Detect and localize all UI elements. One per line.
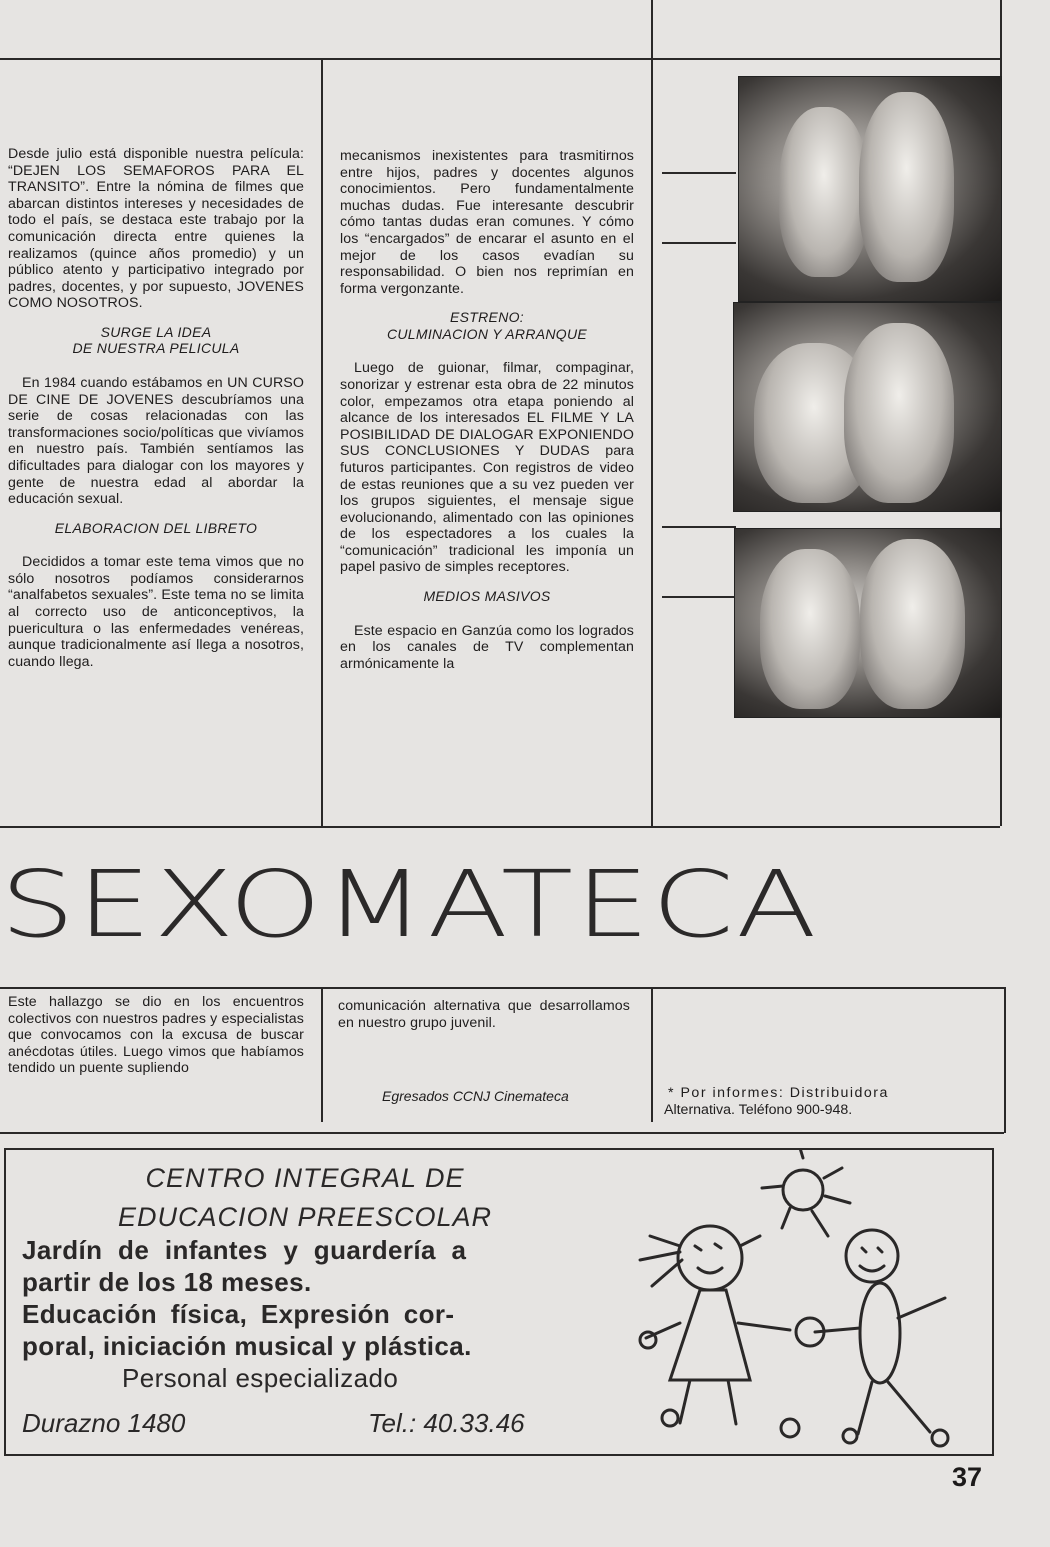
child-drawing-illustration: [610, 1148, 970, 1452]
lower-bottom-rule: [0, 1132, 1004, 1134]
signature: Egresados CCNJ Cinemateca: [382, 1088, 569, 1104]
info-line: Alternativa. Teléfono 900-948.: [664, 1102, 853, 1118]
article-column-1: [8, 146, 304, 682]
lower-top-rule: [0, 987, 1004, 989]
paragraph: Desde julio está disponible nuestra película: “DEJEN LOS SEMAFOROS PARA EL TRANSITO”. Entre la nómina de filmes que abarcan distintos intereses y necesidades de todo el país, se destaca este trabajo por la comunicación directa entre quienes la realizamos (quince años promedio) y un público atento y participativo integrado por padres, docentes, y por supuesto, JOVENES COMO NOSOTROS.: [8, 146, 304, 312]
film-tick: [662, 596, 736, 598]
subheading-line: SURGE LA IDEA: [100, 323, 212, 340]
photo-figure: [760, 549, 860, 709]
paragraph: mecanismos inexistentes para trasmitirnos entre hijos, padres y docentes algunos conocimientos. Pero fundamentalmente muchas dudas. Fue interesante descubrir cómo tantas dudas eran comunes. Y cómo los “encargados” de encarar el asunto en el mejor de los casos evadían su responsabilidad. O bien nos reprimían en forma vergonzante.: [340, 148, 634, 297]
banner-title: SEXOMATECA: [0, 850, 819, 958]
subheading-line: CULMINACION Y ARRANQUE: [386, 325, 588, 342]
ad-address: Durazno 1480: [22, 1408, 186, 1438]
lower-divider-1: [321, 987, 323, 1122]
ad-body: [22, 1234, 562, 1394]
ad-title-line: CENTRO INTEGRAL DE: [145, 1163, 465, 1193]
paragraph: Luego de guionar, filmar, compaginar, sonorizar y estrenar esta obra de 22 minutos color, empezamos otra etapa poniendo al alcance de los interesados EL FILME Y LA POSIBILIDAD DE DIALOGAR EXPONIENDO SUS CONCLUSIONES Y DUDAS para futuros participantes. Con registros de video de estas reuniones que a su vez pueden ver los grupos siguientes, el mensaje sigue evolucionando, alimentado con las opiniones de los espectadores a los cuales la “comunicación” tradicional les imponía un papel pasivo de simples receptores.: [340, 360, 634, 576]
subheading-line: DE NUESTRA PELICULA: [72, 340, 240, 357]
paragraph: En 1984 cuando estábamos en UN CURSO DE CINE DE JOVENES descubríamos una serie de cosas relacionadas con las transformaciones socio/políticas que vivíamos en nuestro país. También sentíamos las dificultades para dialogar con los mayores y gente de nuestra edad al abordar la educación sexual.: [8, 374, 304, 508]
lower-column-1: Este hallazgo se dio en los encuentros colectivos con nuestros padres y especialistas que convocamos con la excusa de buscar anécdotas útiles. Luego vimos que habíamos tendido un puente supliendo: [8, 994, 304, 1077]
middle-rule: [0, 826, 1000, 828]
photo-frame: [738, 76, 1002, 302]
info-line: * Por informes: Distribuidora: [668, 1085, 889, 1101]
info-text: [664, 1085, 889, 1119]
ad-body-line: partir de los 18 meses.: [22, 1267, 312, 1297]
page-number: 37: [952, 1462, 983, 1492]
photo-frame: [733, 302, 1002, 512]
subheading: ELABORACION DEL LIBRETO: [54, 519, 258, 536]
column-divider-1: [321, 58, 323, 826]
paragraph: Decididos a tomar este tema vimos que no sólo nosotros podíamos considerarnos “analfabetos sexuales”. Este tema no se limita al correcto uso de anticonceptivos, la puericultura o las enfermedades venéreas, aunque tradicionalmente así llega a nosotros, cuando llega.: [8, 554, 304, 670]
paragraph: Este espacio en Ganzúa como los logrados en los canales de TV complementan armónicamente la: [340, 622, 634, 672]
column-divider-2: [651, 0, 653, 826]
photo-figure: [779, 107, 869, 277]
subheading: [8, 324, 304, 357]
lower-right-rule: [1004, 987, 1006, 1133]
subheading-line: ESTRENO:: [450, 309, 524, 326]
ad-body-line: poral, iniciación musical y plástica.: [22, 1331, 472, 1361]
subheading: MEDIOS MASIVOS: [423, 588, 551, 605]
lower-column-2: comunicación alternativa que desarrollamos en nuestro grupo juvenil.: [338, 998, 630, 1031]
article-column-2: [340, 148, 634, 684]
film-tick: [662, 172, 736, 174]
ad-phone: Tel.: 40.33.46: [368, 1408, 525, 1438]
lower-divider-2: [651, 987, 653, 1122]
ad-body-line: Personal especializado: [122, 1363, 399, 1393]
top-rule: [0, 58, 1000, 60]
photo-figure: [860, 539, 965, 709]
ad-title-line: EDUCACION PREESCOLAR: [117, 1202, 493, 1232]
ad-body-line: Educación física, Expresión cor-: [22, 1299, 455, 1329]
photo-frame: [734, 528, 1002, 718]
film-tick: [662, 242, 736, 244]
film-tick: [662, 526, 736, 528]
photo-figure: [844, 323, 954, 503]
photo-figure: [859, 92, 954, 282]
subheading: [340, 309, 634, 342]
ad-title: [60, 1162, 550, 1234]
ad-body-line: Jardín de infantes y guardería a: [22, 1235, 467, 1265]
